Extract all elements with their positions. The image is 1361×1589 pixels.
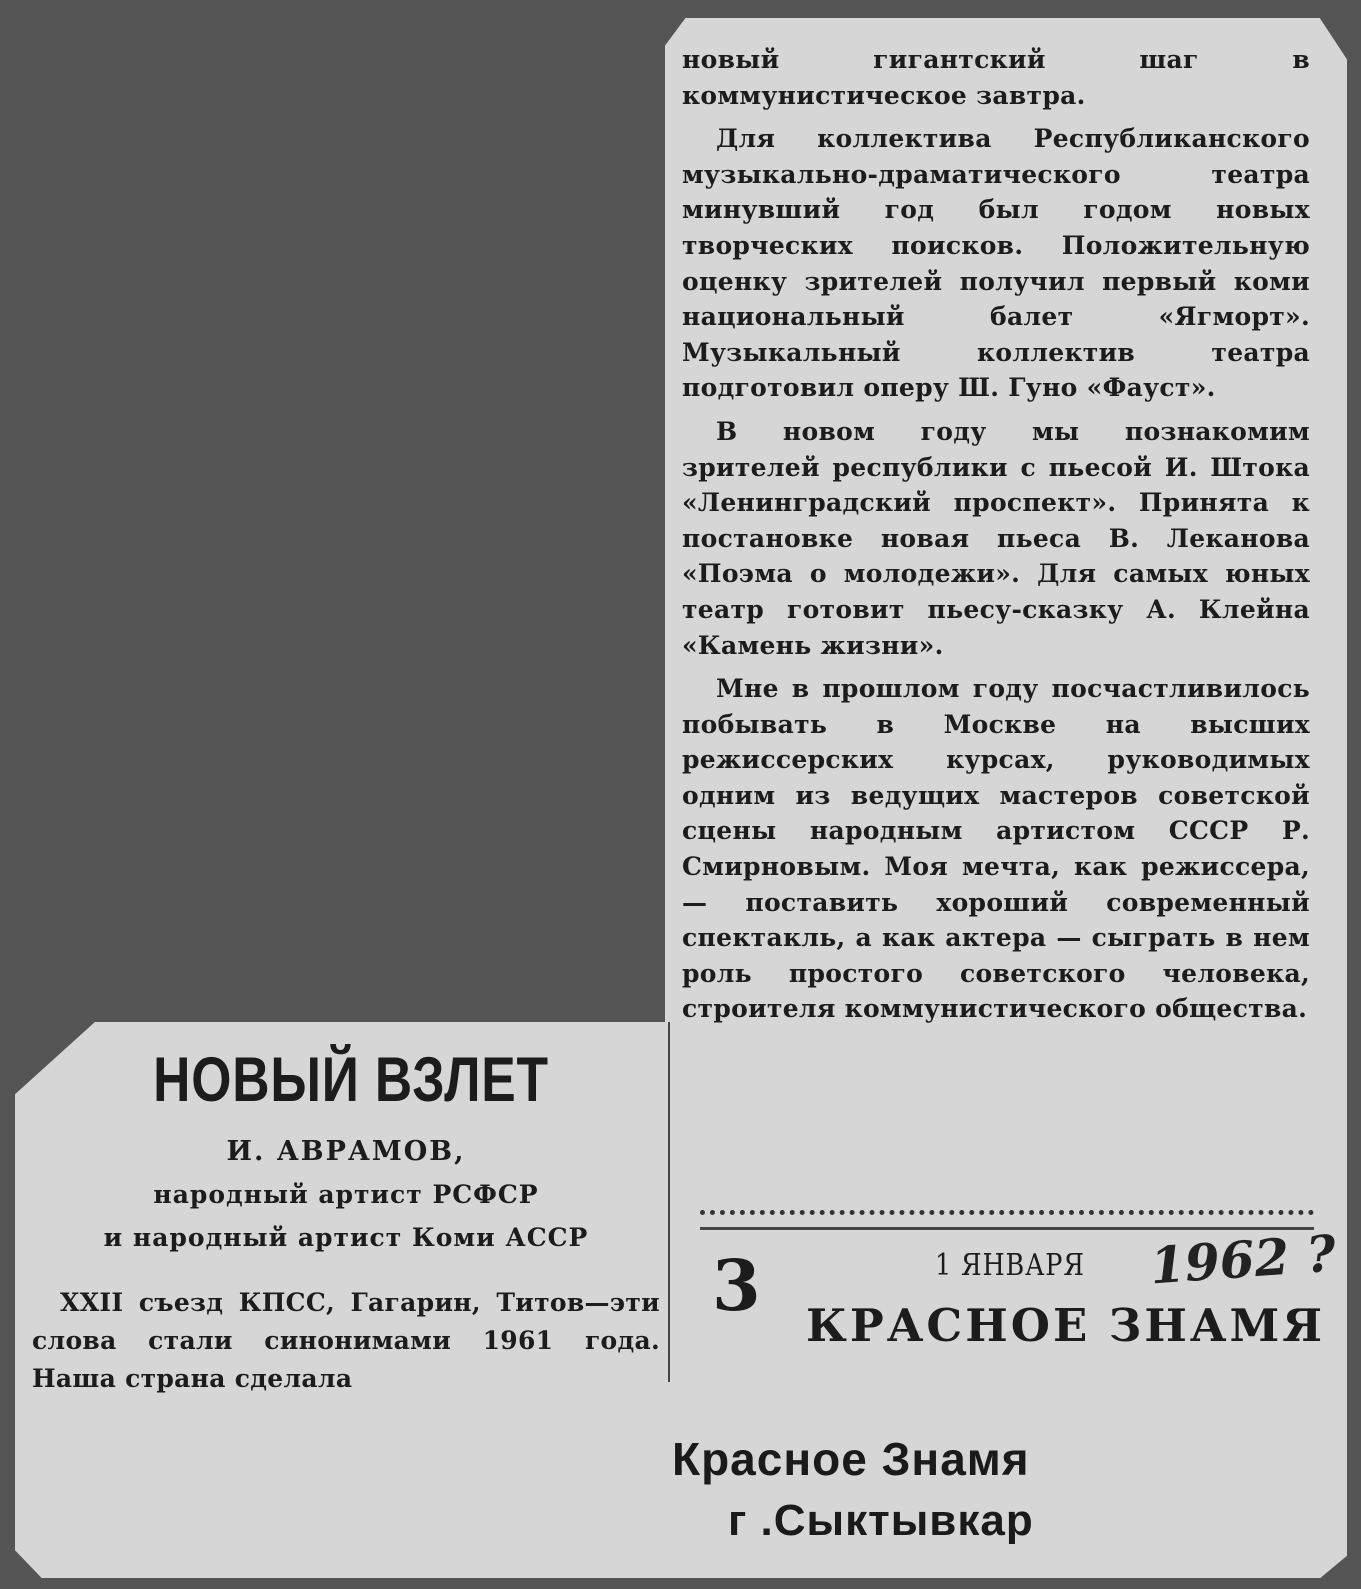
paragraph: В новом году мы познакомим зрителей республики с пьесой И. Штока «Ленинградский проспект». Принята к постановке новая пьеса В. Леканова «Поэма о молодежи». Для самых юных театр готовит пьесу-сказку А. Клейна «Камень жизни». — [682, 416, 1310, 660]
handwritten-year: 1962 ? — [1148, 1223, 1338, 1296]
paragraph: новый гигантский шаг в коммунистическое завтра. — [682, 45, 1310, 110]
paragraph: Мне в прошлом году посчастливилось побывать в Москве на высших режиссерских курсах, руководимых одним из ведущих мастеров советской сцены народным артистом СССР Р. Смирновым. Моя мечта, как режиссера,— поставить хороший современный спектакль, а как актера — сыграть в нем роль простого советского человека, строителя коммунистического общества. — [682, 674, 1310, 1024]
author-name: И. АВРАМОВ, — [226, 1136, 466, 1167]
author-title: и народный артист Коми АССР — [103, 1223, 589, 1252]
masthead-rule — [700, 1210, 1314, 1230]
paragraph: Для коллектива Республиканского музыкально-драматического театра минувший год был годом новых творческих поисков. Положительную оценку зрителей получил первый коми национальный балет «Ягморт». Музыкальный коллектив театра подготовил оперу Ш. Гуно «Фауст». — [682, 124, 1310, 403]
issue-date: 1 ЯНВАРЯ — [935, 1248, 1085, 1283]
stamp-line: Красное Знамя — [672, 1433, 1030, 1485]
column-divider — [668, 1022, 670, 1382]
article-headline: НОВЫЙ ВЗЛЕТ — [153, 1045, 549, 1115]
author-block — [30, 1130, 662, 1259]
author-title: народный артист РСФСР — [153, 1180, 539, 1209]
paragraph: XXII съезд КПСС, Гагарин, Титов—эти слова стали синонимами 1961 года. Наша страна сделала — [32, 1288, 660, 1393]
page-number: 3 — [712, 1244, 761, 1327]
stamp-line: г .Сыктывкар — [728, 1496, 1034, 1545]
article-right-column — [682, 42, 1310, 1035]
article-left-column — [32, 1284, 660, 1398]
newspaper-title: КРАСНОЕ ЗНАМЯ — [806, 1299, 1326, 1352]
